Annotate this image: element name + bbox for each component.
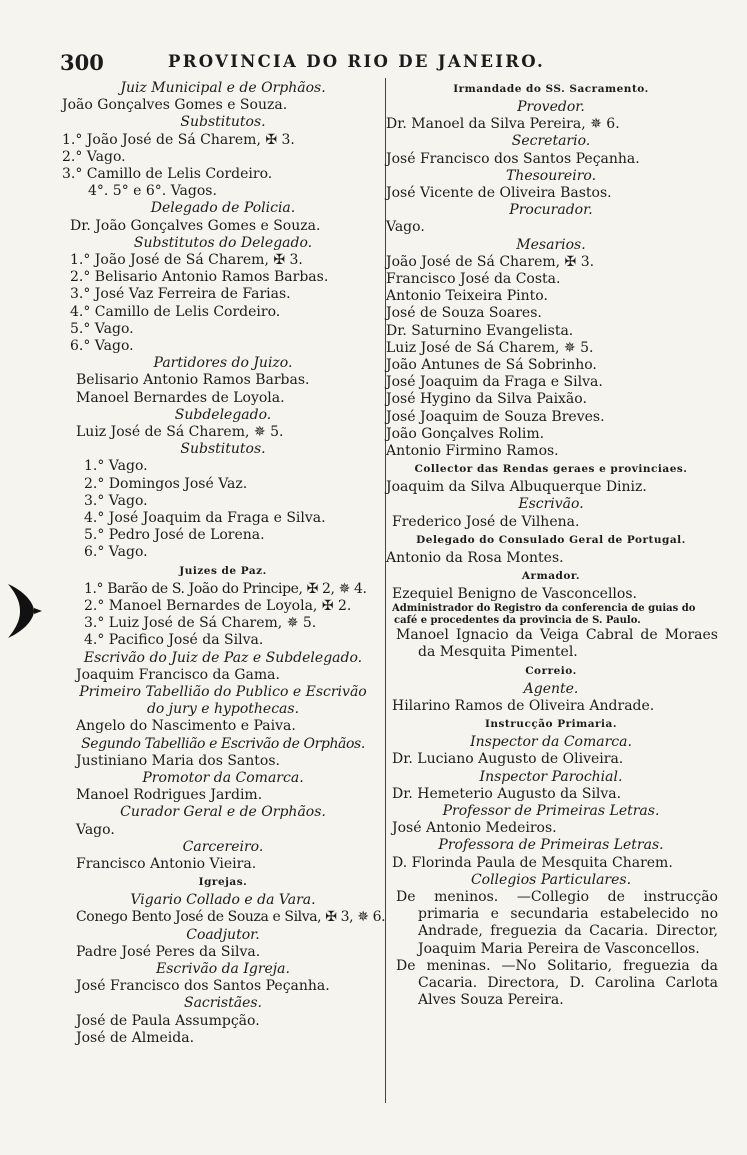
- section-heading: Correio.: [525, 664, 577, 677]
- section-heading: Escrivão da Igreja.: [156, 960, 290, 977]
- entry-line: Vago.: [76, 821, 115, 838]
- section-heading: Curador Geral e de Orphãos.: [120, 804, 326, 821]
- section-heading: Secretario.: [511, 133, 591, 150]
- entry-line: 4.° José Joaquim da Fraga e Silva.: [84, 510, 326, 527]
- entry-line: 6.° Vago.: [84, 544, 148, 561]
- entry-line: Antonio Firmino Ramos.: [386, 443, 559, 460]
- entry-line: 5.° Pedro José de Lorena.: [84, 527, 265, 544]
- entry-line: João Antunes de Sá Sobrinho.: [386, 357, 597, 374]
- entry-line: José Hygino da Silva Paixão.: [386, 391, 587, 408]
- section-heading: Substitutos do Delegado.: [133, 234, 313, 251]
- section-heading: Professora de Primeiras Letras.: [438, 837, 664, 854]
- entry-line: Manoel Rodrigues Jardim.: [76, 787, 263, 804]
- section-heading: Procurador.: [509, 202, 593, 219]
- section-heading: Promotor da Comarca.: [142, 769, 304, 786]
- entry-line: 5.° Vago.: [70, 320, 134, 337]
- entry-line: 3.° Luiz José de Sá Charem, ✵ 5.: [84, 615, 317, 632]
- section-heading: Carcereiro.: [182, 838, 264, 855]
- entry-line: José de Almeida.: [76, 1029, 195, 1046]
- entry-line: Conego Bento José de Souza e Silva, ✠ 3, ✵ 6.: [76, 909, 386, 926]
- entry-line: Francisco José da Costa.: [386, 271, 561, 288]
- entry-line: João Gonçalves Gomes e Souza.: [62, 97, 288, 114]
- entry-line: 1.° João José de Sá Charem, ✠ 3.: [62, 131, 295, 148]
- entry-line: José Antonio Medeiros.: [392, 820, 557, 837]
- entry-line: 2.° Domingos José Vaz.: [84, 475, 248, 492]
- entry-line: Frederico José de Vilhena.: [392, 513, 580, 530]
- section-heading: Armador.: [521, 570, 581, 583]
- entry-line: 3.° Vago.: [84, 492, 148, 509]
- entry-line: Dr. Saturnino Evangelista.: [386, 322, 574, 339]
- running-title: PROVINCIA DO RIO DE JANEIRO.: [168, 52, 546, 71]
- section-heading: Delegado do Consulado Geral de Portugal.: [416, 533, 686, 546]
- entry-line: Dr. Luciano Augusto de Oliveira.: [392, 751, 624, 768]
- section-heading: Sacristães.: [183, 995, 263, 1012]
- section-heading: Vigario Collado e da Vara.: [130, 892, 316, 909]
- entry-line: José Vicente de Oliveira Bastos.: [386, 185, 612, 202]
- section-heading: Inspector Parochial.: [479, 768, 623, 785]
- entry-line: Luiz José de Sá Charem, ✵ 5.: [76, 424, 284, 441]
- section-heading: Igrejas.: [198, 876, 248, 889]
- section-heading: Substitutos.: [180, 441, 266, 458]
- section-heading: Agente.: [523, 680, 579, 697]
- entry-line: José de Paula Assumpção.: [76, 1012, 260, 1029]
- entry-line: Belisario Antonio Ramos Barbas.: [76, 372, 310, 389]
- entry-line: Francisco Antonio Vieira.: [76, 855, 257, 872]
- section-heading: Substitutos.: [180, 114, 266, 131]
- section-heading: Collector das Rendas geraes e provinciaes.: [414, 463, 688, 476]
- entry-line: João Gonçalves Rolim.: [386, 425, 545, 442]
- entry-line: 4.° Pacifico José da Silva.: [84, 632, 264, 649]
- entry-line: Antonio Teixeira Pinto.: [386, 288, 548, 305]
- section-heading: Delegado de Policia.: [150, 200, 296, 217]
- entry-line: Hilarino Ramos de Oliveira Andrade.: [392, 697, 655, 714]
- entry-line: 2.° Belisario Antonio Ramos Barbas.: [70, 269, 329, 286]
- entry-line: 1.° João José de Sá Charem, ✠ 3.: [70, 252, 303, 269]
- entry-line: Antonio da Rosa Montes.: [386, 549, 564, 566]
- entry-line: D. Florinda Paula de Mesquita Charem.: [392, 854, 673, 871]
- page-number: 300: [60, 50, 104, 75]
- entry-line: Angelo do Nascimento e Paiva.: [76, 718, 296, 735]
- section-heading: Subdelegado.: [174, 406, 272, 423]
- entry-line: 4°. 5° e 6°. Vagos.: [88, 183, 217, 200]
- entry-line: Manoel Ignacio da Veiga Cabral de Moraes da Mesquita Pimentel.: [396, 627, 718, 661]
- entry-line: José Francisco dos Santos Peçanha.: [76, 978, 330, 995]
- entry-line: 1.° Vago.: [84, 458, 148, 475]
- section-heading: Thesoureiro.: [505, 167, 597, 184]
- left-column: [62, 80, 384, 1047]
- section-heading: Coadjutor.: [186, 926, 260, 943]
- page-header: [60, 44, 680, 78]
- section-heading: Juizes de Paz.: [179, 564, 267, 577]
- entry-line: 3.° Camillo de Lelis Cordeiro.: [62, 166, 273, 183]
- section-heading: Instrucção Primaria.: [484, 718, 618, 731]
- section-heading: Juiz Municipal e de Orphãos.: [120, 80, 326, 96]
- section-heading: Inspector da Comarca.: [470, 734, 632, 751]
- entry-line: De meninos. —Collegio de instrucção primaria e secundaria estabelecido no Andrade, freguezia da Cacaria. Director, Joaquim Maria Pereira de Vasconcellos.: [396, 888, 718, 957]
- entry-line: Luiz José de Sá Charem, ✵ 5.: [386, 339, 594, 356]
- entry-line: 4.° Camillo de Lelis Cordeiro.: [70, 303, 281, 320]
- section-heading: Collegios Particulares.: [470, 871, 632, 888]
- section-heading: Partidores do Juizo.: [153, 355, 293, 372]
- entry-line: José de Souza Soares.: [386, 305, 542, 322]
- entry-line: 6.° Vago.: [70, 338, 134, 355]
- entry-line: Dr. Manoel da Silva Pereira, ✵ 6.: [386, 116, 620, 133]
- margin-ornament-icon: [4, 578, 44, 644]
- section-heading: Primeiro Tabellião do Publico e Escrivão: [79, 683, 367, 700]
- section-heading: Professor de Primeiras Letras.: [442, 802, 660, 819]
- section-heading: Mesarios.: [516, 236, 586, 253]
- entry-line: Manoel Bernardes de Loyola.: [76, 389, 285, 406]
- entry-line: 2.° Vago.: [62, 148, 126, 165]
- section-heading: do jury e hypothecas.: [146, 701, 300, 718]
- section-heading: Provedor.: [517, 99, 585, 115]
- section-heading: Escrivão.: [518, 496, 584, 513]
- entry-line: Joaquim da Silva Albuquerque Diniz.: [386, 479, 647, 496]
- entry-line: José Joaquim da Fraga e Silva.: [386, 374, 603, 391]
- entry-line: De meninas. —No Solitario, freguezia da Cacaria. Directora, D. Carolina Carlota Alves Souza Pereira.: [396, 957, 718, 1009]
- section-heading: Escrivão do Juiz de Paz e Subdelegado.: [83, 649, 363, 666]
- entry-line: João José de Sá Charem, ✠ 3.: [386, 253, 595, 270]
- entry-line: Joaquim Francisco da Gama.: [76, 666, 280, 683]
- entry-line: Vago.: [386, 219, 425, 236]
- entry-line: 1.° Barão de S. João do Principe, ✠ 2, ✵ 4.: [84, 580, 367, 597]
- section-heading: Administrador do Registro da conferencia de guias do café e procedentes da provincia de S. Paulo.: [392, 603, 696, 627]
- entry-line: José Joaquim de Souza Breves.: [386, 408, 605, 425]
- entry-line: 2.° Manoel Bernardes de Loyola, ✠ 2.: [84, 597, 352, 614]
- entry-line: Justiniano Maria dos Santos.: [76, 752, 280, 769]
- section-heading: Irmandade do SS. Sacramento.: [453, 83, 649, 95]
- section-heading: Segundo Tabellião e Escrivão de Orphãos.: [81, 735, 365, 752]
- entry-line: Ezequiel Benigno de Vasconcellos.: [392, 586, 637, 603]
- entry-line: Dr. Hemeterio Augusto da Silva.: [392, 785, 622, 802]
- entry-line: Dr. João Gonçalves Gomes e Souza.: [70, 217, 321, 234]
- entry-line: Padre José Peres da Silva.: [76, 943, 261, 960]
- right-column: [384, 80, 718, 1009]
- entry-line: José Francisco dos Santos Peçanha.: [386, 150, 640, 167]
- entry-line: 3.° José Vaz Ferreira de Farias.: [70, 286, 291, 303]
